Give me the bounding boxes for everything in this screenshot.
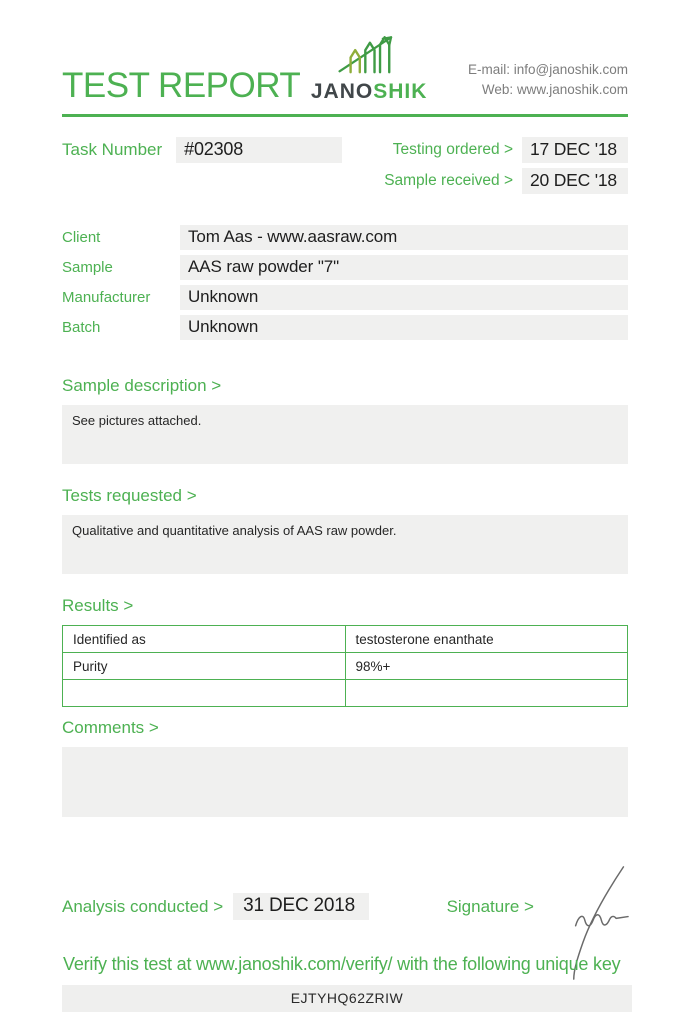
contact-info xyxy=(468,60,628,103)
results-cell-identified-value: testosterone enanthate xyxy=(345,626,628,653)
comments-heading: Comments > xyxy=(62,718,159,737)
results-row-purity xyxy=(63,653,628,680)
sample-description-body: See pictures attached. xyxy=(62,405,628,464)
client-label: Client xyxy=(62,229,101,246)
report-header xyxy=(62,34,628,105)
verify-instruction: Verify this test at www.janoshik.com/verify/ with the following unique key xyxy=(63,954,621,974)
results-cell-empty-right xyxy=(345,680,628,707)
testing-ordered-value: 17 DEC '18 xyxy=(522,137,628,163)
task-number-group xyxy=(62,137,342,194)
logo-wordmark xyxy=(311,81,428,102)
brand-logo xyxy=(311,29,428,102)
results-row-identified xyxy=(63,626,628,653)
sample-value: AAS raw powder "7" xyxy=(180,255,628,280)
sample-label: Sample xyxy=(62,259,113,276)
sample-description-heading: Sample description > xyxy=(62,376,222,395)
testing-ordered-label: Testing ordered > xyxy=(392,141,513,158)
tests-requested-body: Qualitative and quantitative analysis of AAS raw powder. xyxy=(62,515,628,574)
dates-group xyxy=(384,137,628,194)
verify-unique-key: EJTYHQ62ZRIW xyxy=(62,985,632,1012)
batch-value: Unknown xyxy=(180,315,628,340)
tests-requested-heading: Tests requested > xyxy=(62,486,197,505)
manufacturer-label: Manufacturer xyxy=(62,289,151,306)
header-divider xyxy=(62,114,628,117)
task-number-label: Task Number xyxy=(62,140,163,159)
comments-body xyxy=(62,747,628,817)
info-row-manufacturer xyxy=(62,285,628,310)
results-row-empty xyxy=(63,680,628,707)
sample-received-label: Sample received > xyxy=(384,172,513,189)
results-cell-purity-value: 98%+ xyxy=(345,653,628,680)
analysis-group xyxy=(62,893,369,920)
task-number-value: #02308 xyxy=(176,137,342,163)
info-row-client xyxy=(62,225,628,250)
manufacturer-value: Unknown xyxy=(180,285,628,310)
contact-web: Web: www.janoshik.com xyxy=(481,81,628,97)
logo-text-green: SHIK xyxy=(373,80,428,103)
sample-received-value: 20 DEC '18 xyxy=(522,168,628,194)
logo-text-dark: JANO xyxy=(310,80,374,103)
analysis-conducted-label: Analysis conducted > xyxy=(62,896,224,916)
results-heading: Results > xyxy=(62,596,134,615)
date-row-sample-received xyxy=(384,168,628,194)
info-row-sample xyxy=(62,255,628,280)
verify-section xyxy=(62,954,632,1012)
page-title: TEST REPORT xyxy=(62,65,301,105)
batch-label: Batch xyxy=(62,319,101,336)
signature-label: Signature > xyxy=(446,896,534,916)
date-row-testing-ordered xyxy=(384,137,628,163)
analysis-signature-row xyxy=(62,843,640,970)
results-table xyxy=(62,625,628,707)
info-row-batch xyxy=(62,315,628,340)
results-cell-identified-label: Identified as xyxy=(63,626,346,653)
results-cell-empty-left xyxy=(63,680,346,707)
task-section xyxy=(62,137,628,194)
signature-group xyxy=(447,843,640,970)
client-value: Tom Aas - www.aasraw.com xyxy=(180,225,628,250)
info-section xyxy=(62,225,628,340)
contact-email: E-mail: info@janoshik.com xyxy=(467,61,628,77)
results-cell-purity-label: Purity xyxy=(63,653,346,680)
bar-chart-growth-icon xyxy=(333,29,405,80)
analysis-conducted-value: 31 DEC 2018 xyxy=(233,893,369,920)
